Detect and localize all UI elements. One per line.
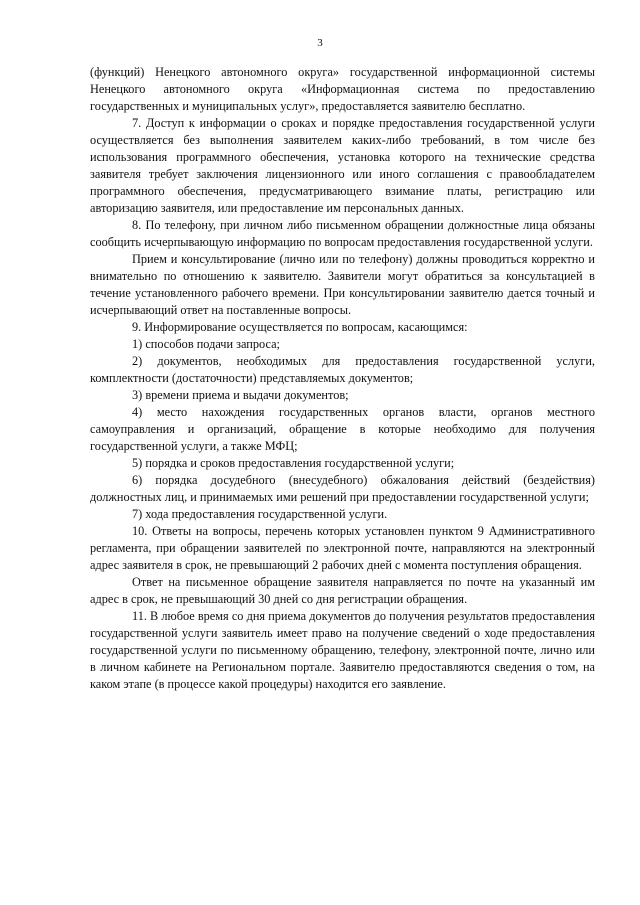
list-item-2: 2) документов, необходимых для предоставления государственной услуги, комплектности (достаточности) представляемых документов; bbox=[90, 354, 595, 385]
list-item-5: 5) порядка и сроков предоставления государственной услуги; bbox=[132, 456, 455, 470]
paragraph-7-access: 7. Доступ к информации о сроках и порядке предоставления государственной услуги осуществляется без выполнения заявителем каких-либо требований, в том числе без использования программного обеспечения, установка которого на технические средства заявителя требует заключения лицензионного или иного соглашения с правообладателем программного обеспечения, предусматривающего взимание платы, регистрацию или авторизацию заявителя, или предоставление им персональных данных. bbox=[90, 116, 595, 215]
paragraph-8-phone: 8. По телефону, при личном либо письменном обращении должностные лица обязаны сообщить исчерпывающую информацию по вопросам предоставления государственной услуги. bbox=[90, 218, 595, 249]
paragraph-10-answers: 10. Ответы на вопросы, перечень которых установлен пунктом 9 Административного регламента, при обращении заявителей по электронной почте, направляются на электронный адрес заявителя в срок, не превышающий 2 рабочих дней с момента поступления обращения. bbox=[90, 524, 595, 572]
paragraph-11-status: 11. В любое время со дня приема документов до получения результатов предоставления государственной услуги заявитель имеет право на получение сведений о ходе предоставления государственной услуги по письменному обращению, телефону, электронной почте, лично или в личном кабинете на Региональном портале. Заявителю предоставляются сведения о том, на каком этапе (в процессе какой процедуры) находится его заявление. bbox=[90, 609, 595, 691]
list-item-7: 7) хода предоставления государственной услуги. bbox=[132, 507, 388, 521]
paragraph-intro-continuation: (функций) Ненецкого автономного округа» государственной информационной системы Ненецкого автономного округа «Информационная система по предоставлению государственных и муниципальных услуг», предоставляется заявителю бесплатно. bbox=[90, 65, 595, 113]
paragraph-consulting: Прием и консультирование (лично или по телефону) должны проводиться корректно и внимательно по отношению к заявителю. Заявители могут обратиться за консультацией в течение установленного рабочего времени. При консультировании заявителю дается точный и исчерпывающий ответ на поставленные вопросы. bbox=[90, 252, 595, 317]
page-number: 3 bbox=[317, 37, 323, 49]
list-item-6: 6) порядка досудебного (внесудебного) обжалования действий (бездействия) должностных лиц, и принимаемых ими решений при предоставлении государственной услуги; bbox=[90, 473, 595, 504]
paragraph-9-informing: 9. Информирование осуществляется по вопросам, касающимся: bbox=[132, 320, 468, 334]
list-item-4: 4) место нахождения государственных органов власти, органов местного самоуправления и организаций, обращение в которые необходимо для получения государственной услуги, а также МФЦ; bbox=[90, 405, 595, 453]
list-item-3: 3) времени приема и выдачи документов; bbox=[132, 388, 349, 402]
document-body bbox=[90, 64, 595, 693]
list-item-1: 1) способов подачи запроса; bbox=[132, 337, 280, 351]
paragraph-written-reply: Ответ на письменное обращение заявителя направляется по почте на указанный им адрес в срок, не превышающий 30 дней со дня регистрации обращения. bbox=[90, 575, 595, 606]
